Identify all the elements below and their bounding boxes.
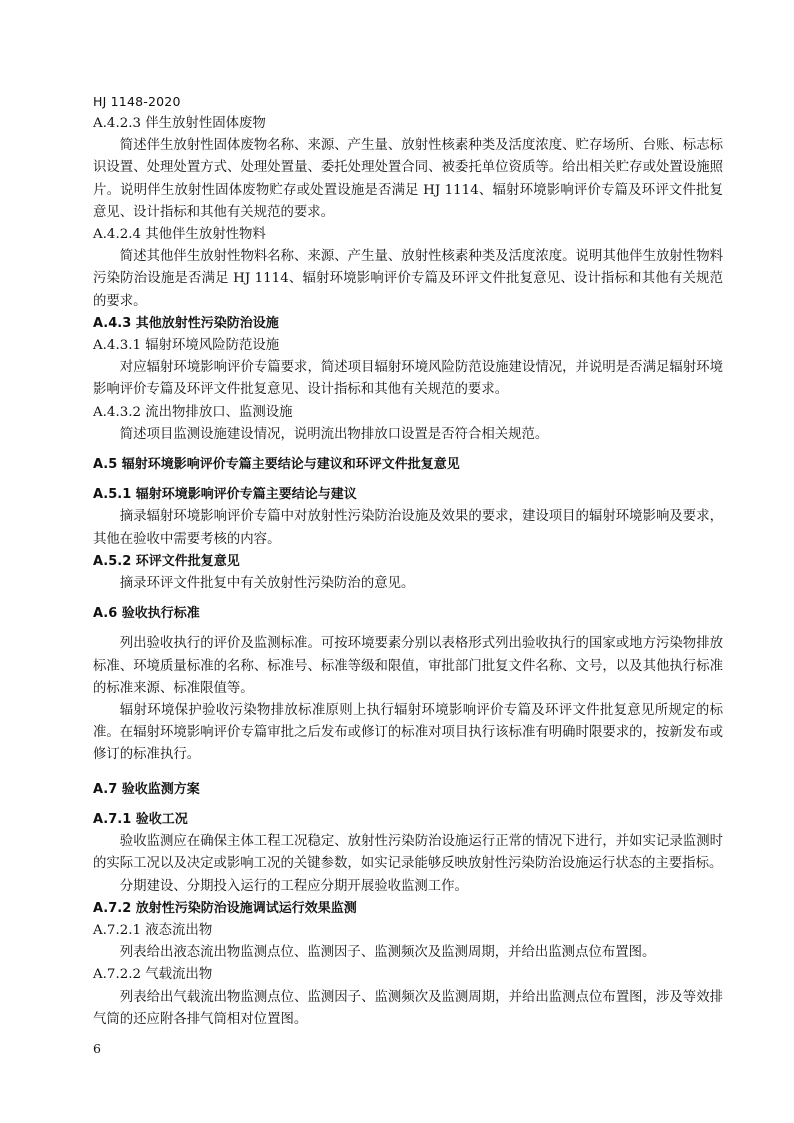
- heading-a4-2-3: A.4.2.3 伴生放射性固体废物: [93, 116, 266, 131]
- paragraph-a5-1: 摘录辐射环境影响评价专篇中对放射性污染防治设施及效果的要求，建设项目的辐射环境影响及要求，其他在验收中需要考核的内容。: [93, 509, 723, 547]
- paragraph-a6-1: 列出验收执行的评价及监测标准。可按环境要素分别以表格形式列出验收执行的国家或地方污染物排放标准、环境质量标准的名称、标准号、标准等级和限值，审批部门批复文件名称、文号，以及其他执行标准的标准来源、标准限值等。: [93, 636, 723, 696]
- paragraph-a7-1-2: 分期建设、分期投入运行的工程应分期开展验收监测工作。: [119, 878, 468, 894]
- heading-a7-1: A.7.1 验收工况: [93, 811, 188, 827]
- heading-a5-1: A.5.1 辐射环境影响评价专篇主要结论与建议: [93, 487, 357, 503]
- paragraph-a6-2: 辐射环境保护验收污染物排放标准原则上执行辐射环境影响评价专篇及环评文件批复意见所规定的标准。在辐射环境影响评价专篇审批之后发布或修订的标准对项目执行该标准有明确时限要求的，按新发布或修订的标准执行。: [93, 703, 723, 763]
- page-number: 6: [93, 1041, 101, 1056]
- paragraph-a4-3-1: 对应辐射环境影响评价专篇要求，简述项目辐射环境风险防范设施建设情况，并说明是否满足辐射环境影响评价专篇及环评文件批复意见、设计指标和其他有关规范的要求。: [93, 360, 723, 398]
- paragraph-a7-1-1: 验收监测应在确保主体工程工况稳定、放射性污染防治设施运行正常的情况下进行，并如实记录监测时的实际工况以及决定或影响工况的关键参数，如实记录能够反映放射性污染防治设施运行状态的主要指标。: [93, 834, 723, 872]
- paragraph-a5-2: 摘录环评文件批复中有关放射性污染防治的意见。: [119, 576, 415, 592]
- paragraph-a4-3-2: 简述项目监测设施建设情况，说明流出物排放口设置是否符合相关规范。: [119, 426, 549, 442]
- heading-a5-2: A.5.2 环评文件批复意见: [93, 553, 240, 569]
- heading-a4-3: A.4.3 其他放射性污染防治设施: [93, 315, 279, 331]
- paragraph-a7-2-1: 列表给出液态流出物监测点位、监测因子、监测频次及监测周期，并给出监测点位布置图。: [119, 945, 656, 961]
- document-body: [93, 113, 723, 1031]
- heading-a7-2: A.7.2 放射性污染防治设施调试运行效果监测: [93, 900, 357, 916]
- heading-a4-2-4: A.4.2.4 其他伴生放射性物料: [93, 227, 266, 243]
- heading-a5: A.5 辐射环境影响评价专篇主要结论与建议和环评文件批复意见: [93, 457, 460, 473]
- heading-a7-2-1: A.7.2.1 液态流出物: [93, 922, 213, 938]
- heading-a4-3-2: A.4.3.2 流出物排放口、监测设施: [93, 404, 293, 420]
- heading-a7-2-2: A.7.2.2 气载流出物: [93, 967, 213, 983]
- paragraph-a7-2-2: 列表给出气载流出物监测点位、监测因子、监测频次及监测周期，并给出监测点位布置图，涉及等效排气筒的还应附各排气筒相对位置图。: [93, 989, 723, 1027]
- paragraph-a4-2-4: 简述其他伴生放射性物料名称、来源、产生量、放射性核素种类及活度浓度。说明其他伴生放射性物料污染防治设施是否满足 HJ 1114、辐射环境影响评价专篇及环评文件批复意见、设计指标和其他有关规范的要求。: [93, 249, 723, 309]
- paragraph-a4-2-3: 简述伴生放射性固体废物名称、来源、产生量、放射性核素种类及活度浓度、贮存场所、台账、标志标识设置、处理处置方式、处理处置量、委托处理处置合同、被委托单位资质等。给出相关贮存或处置设施照片。说明伴生放射性固体废物贮存或处置设施是否满足 HJ 1114、辐射环境影响评价专篇及环评文件批复意见、设计指标和其他有关规范的要求。: [93, 138, 723, 220]
- heading-a7: A.7 验收监测方案: [93, 781, 200, 797]
- heading-a4-3-1: A.4.3.1 辐射环境风险防范设施: [93, 338, 280, 354]
- heading-a6: A.6 验收执行标准: [93, 606, 200, 622]
- document-code-header: HJ 1148-2020: [93, 94, 181, 109]
